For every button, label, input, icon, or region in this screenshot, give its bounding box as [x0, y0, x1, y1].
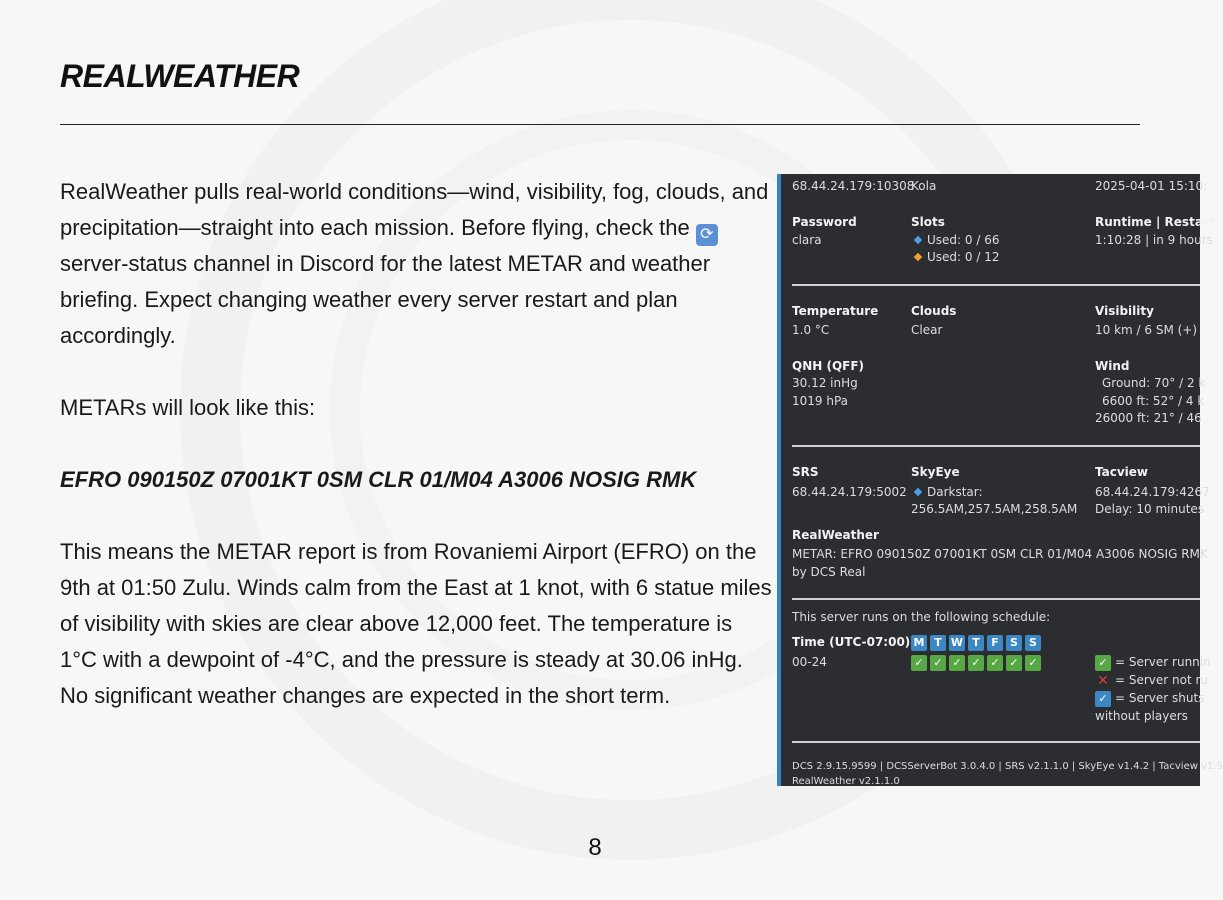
- runtime-value: 1:10:28 | in 9 hours: [1095, 233, 1213, 247]
- skyeye-name-value: Darkstar:: [927, 485, 983, 499]
- intro-text-part2: server-status channel in Discord for the latest METAR and weather briefing. Expect changing weather every server restart and plan accordingly.: [60, 251, 711, 348]
- schedule-intro: This server runs on the following schedule:: [792, 610, 1051, 624]
- temperature-value: 1.0 °C: [792, 323, 830, 337]
- day-badge: T: [968, 635, 984, 651]
- visibility-label: Visibility: [1095, 304, 1154, 318]
- legend-without-players: without players: [1095, 709, 1188, 723]
- check-icon: ✓: [930, 655, 946, 671]
- blue-diamond-icon: [914, 236, 922, 244]
- qnh-hpa: 1019 hPa: [792, 394, 849, 408]
- check-icon: ✓: [949, 655, 965, 671]
- realweather-label: RealWeather: [792, 528, 879, 542]
- qnh-inhg: 30.12 inHg: [792, 376, 858, 390]
- wind-label: Wind: [1095, 359, 1130, 373]
- tacview-value: 68.44.24.179:4267: [1095, 485, 1210, 499]
- clouds-label: Clouds: [911, 304, 957, 318]
- tacview-delay: Delay: 10 minutes: [1095, 502, 1205, 516]
- day-badge: M: [911, 635, 927, 651]
- title-divider: [60, 124, 1140, 125]
- metar-explanation-paragraph: This means the METAR report is from Rovaniemi Airport (EFRO) on the 9th at 01:50 Zulu. Winds calm from the East at 1 knot, with 6 statue miles of visibility with skies are clear above 12,000 feet. The temperature is 1°C with a dewpoint of -4°C, and the pressure is steady at 30.06 inHg. No significant weather changes are expected in the short term.: [60, 539, 772, 708]
- day-badge: S: [1006, 635, 1022, 651]
- runtime-label: Runtime | Restart: [1095, 215, 1215, 229]
- check-icon: ✓: [1025, 655, 1041, 671]
- day-badge: W: [950, 636, 964, 649]
- check-icon: ✓: [968, 655, 984, 671]
- realweather-by: by DCS Real: [792, 565, 866, 579]
- body-text: [60, 174, 775, 714]
- legend-not-running-text: = Server not ru: [1115, 673, 1209, 687]
- slots-red-value: Used: 0 / 12: [927, 250, 1000, 264]
- metar-example: EFRO 090150Z 07001KT 0SM CLR 01/M04 A3006 NOSIG RMK: [60, 467, 697, 492]
- page-title: REALWEATHER: [60, 58, 300, 94]
- realweather-metar: METAR: EFRO 090150Z 07001KT 0SM CLR 01/M04 A3006 NOSIG RMK: [792, 547, 1208, 561]
- password-value: clara: [792, 233, 822, 247]
- refresh-icon: ⟳: [696, 224, 718, 246]
- check-icon: ✓: [987, 655, 1003, 671]
- server-map: Kola: [911, 179, 937, 193]
- skyeye-frequencies: 256.5AM,257.5AM,258.5AM: [911, 502, 1078, 516]
- cross-icon: ✕: [1097, 672, 1109, 689]
- schedule-days: [911, 634, 1044, 651]
- slots-blue-value: Used: 0 / 66: [927, 233, 1000, 247]
- legend-shuts-text: = Server shuts: [1115, 691, 1205, 705]
- schedule-time-range: 00-24: [792, 655, 827, 669]
- qnh-label: QNH (QFF): [792, 359, 865, 373]
- server-address: 68.44.24.179:10308: [792, 179, 915, 193]
- legend-not-running: [1095, 672, 1208, 689]
- day-badge: F: [987, 635, 1003, 651]
- check-icon: ✓: [1095, 655, 1111, 671]
- check-icon: ✓: [1095, 691, 1111, 707]
- footer-realweather-version: RealWeather v2.1.1.0: [792, 776, 900, 787]
- day-badge: S: [1025, 635, 1041, 651]
- tacview-label: Tacview: [1095, 465, 1149, 479]
- srs-value: 68.44.24.179:5002: [792, 485, 907, 499]
- legend-shuts: [1095, 690, 1204, 707]
- password-label: Password: [792, 215, 857, 229]
- slots-blue: [911, 232, 999, 249]
- metar-intro-paragraph: METARs will look like this:: [60, 395, 316, 420]
- clouds-value: Clear: [911, 323, 943, 337]
- temperature-label: Temperature: [792, 304, 879, 318]
- divider: [792, 445, 1200, 447]
- wind-26000: 26000 ft: 21° / 46: [1095, 411, 1202, 425]
- schedule-checks: [911, 654, 1044, 671]
- schedule-time-label: Time (UTC-07:00): [792, 635, 911, 649]
- intro-text-part1: RealWeather pulls real-world conditions—wind, visibility, fog, clouds, and precipitation—straight into each mission. Before flying, check the: [60, 179, 769, 240]
- embed-accent-bar: [777, 174, 781, 786]
- skyeye-name: [911, 484, 983, 501]
- check-icon: ✓: [1006, 655, 1022, 671]
- day-badge: T: [930, 635, 946, 651]
- slots-label: Slots: [911, 215, 945, 229]
- divider: [792, 284, 1200, 286]
- footer-versions: DCS 2.9.15.9599 | DCSServerBot 3.0.4.0 | SRS v2.1.1.0 | SkyEye v1.4.2 | Tacview v1.9: [792, 761, 1223, 772]
- visibility-value: 10 km / 6 SM (+): [1095, 323, 1198, 337]
- orange-diamond-icon: [914, 253, 922, 261]
- srs-label: SRS: [792, 465, 819, 479]
- blue-diamond-icon: [914, 488, 922, 496]
- wind-ground: Ground: 70° / 2 k: [1102, 376, 1206, 390]
- legend-running-text: = Server runnin: [1115, 655, 1211, 669]
- server-date: 2025-04-01 15:10:: [1095, 179, 1208, 193]
- intro-paragraph: [60, 174, 775, 354]
- check-icon: ✓: [911, 655, 927, 671]
- skyeye-label: SkyEye: [911, 465, 960, 479]
- divider: [792, 741, 1200, 743]
- page-number: 8: [588, 834, 602, 861]
- legend-running: [1095, 654, 1211, 671]
- divider: [792, 598, 1200, 600]
- server-status-screenshot: [777, 174, 1223, 787]
- wind-6600: 6600 ft: 52° / 4 k: [1102, 394, 1205, 408]
- slots-red: [911, 249, 999, 266]
